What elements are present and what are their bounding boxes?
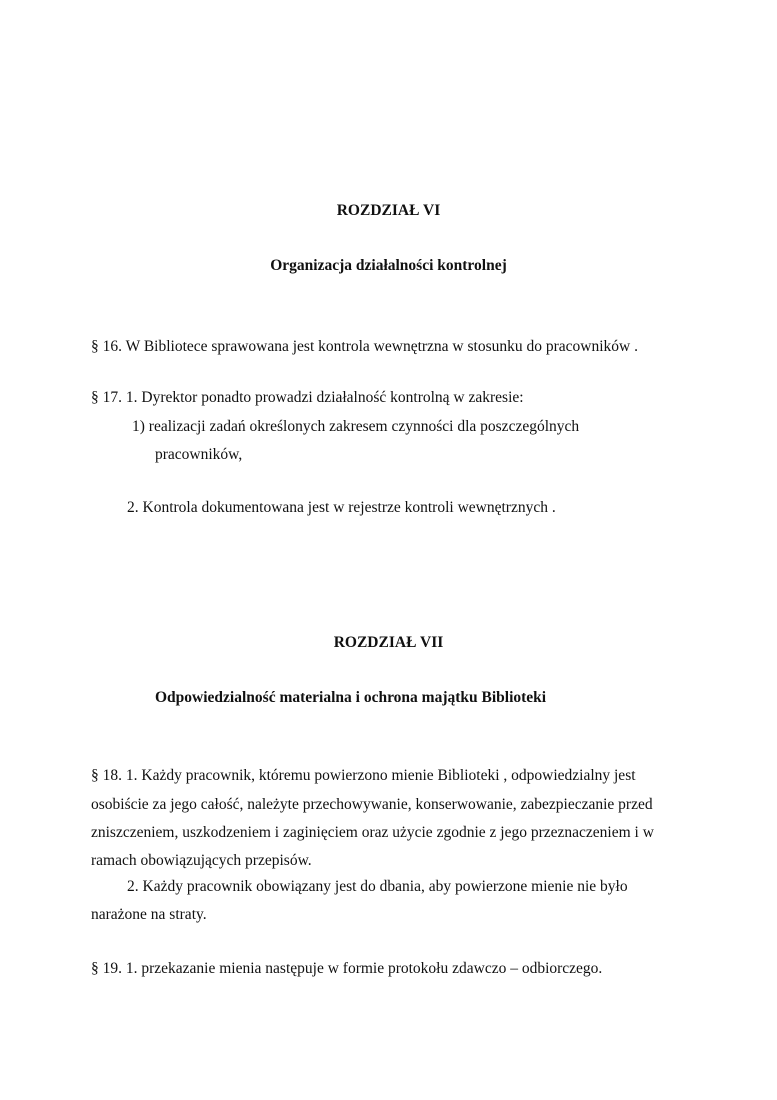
paragraph-17-item-1-continued: pracowników,: [155, 446, 243, 463]
chapter-6-heading: ROZDZIAŁ VI: [336, 202, 441, 219]
paragraph-17-point-2: 2. Kontrola dokumentowana jest w rejestrze kontroli wewnętrznych .: [127, 499, 556, 516]
chapter-6-subtitle: Organizacja działalności kontrolnej: [270, 257, 507, 274]
paragraph-17-item-1: 1) realizacji zadań określonych zakresem czynności dla poszczególnych: [132, 418, 580, 435]
paragraph-19: § 19. 1. przekazanie mienia następuje w formie protokołu zdawczo – odbiorczego.: [91, 960, 603, 977]
chapter-7-heading: ROZDZIAŁ VII: [333, 634, 444, 651]
paragraph-17-intro: § 17. 1. Dyrektor ponadto prowadzi działalność kontrolną w zakresie:: [91, 389, 524, 406]
paragraph-18-line-3: zniszczeniem, uszkodzeniem i zaginięciem oraz użycie zgodnie z jego przeznaczeniem i w: [91, 824, 654, 841]
paragraph-16: § 16. W Bibliotece sprawowana jest kontrola wewnętrzna w stosunku do pracowników .: [91, 338, 638, 355]
paragraph-18-point-2-line-2: narażone na straty.: [91, 906, 207, 923]
paragraph-18-point-2-line-1: 2. Każdy pracownik obowiązany jest do dbania, aby powierzone mienie nie było: [127, 878, 628, 895]
chapter-7-subtitle: Odpowiedzialność materialna i ochrona majątku Biblioteki: [155, 689, 547, 706]
paragraph-18-line-4: ramach obowiązujących przepisów.: [91, 852, 312, 869]
paragraph-18-line-1: § 18. 1. Każdy pracownik, któremu powierzono mienie Biblioteki , odpowiedzialny jest: [91, 767, 636, 784]
paragraph-18-line-2: osobiście za jego całość, należyte przechowywanie, konserwowanie, zabezpieczanie przed: [91, 796, 653, 813]
